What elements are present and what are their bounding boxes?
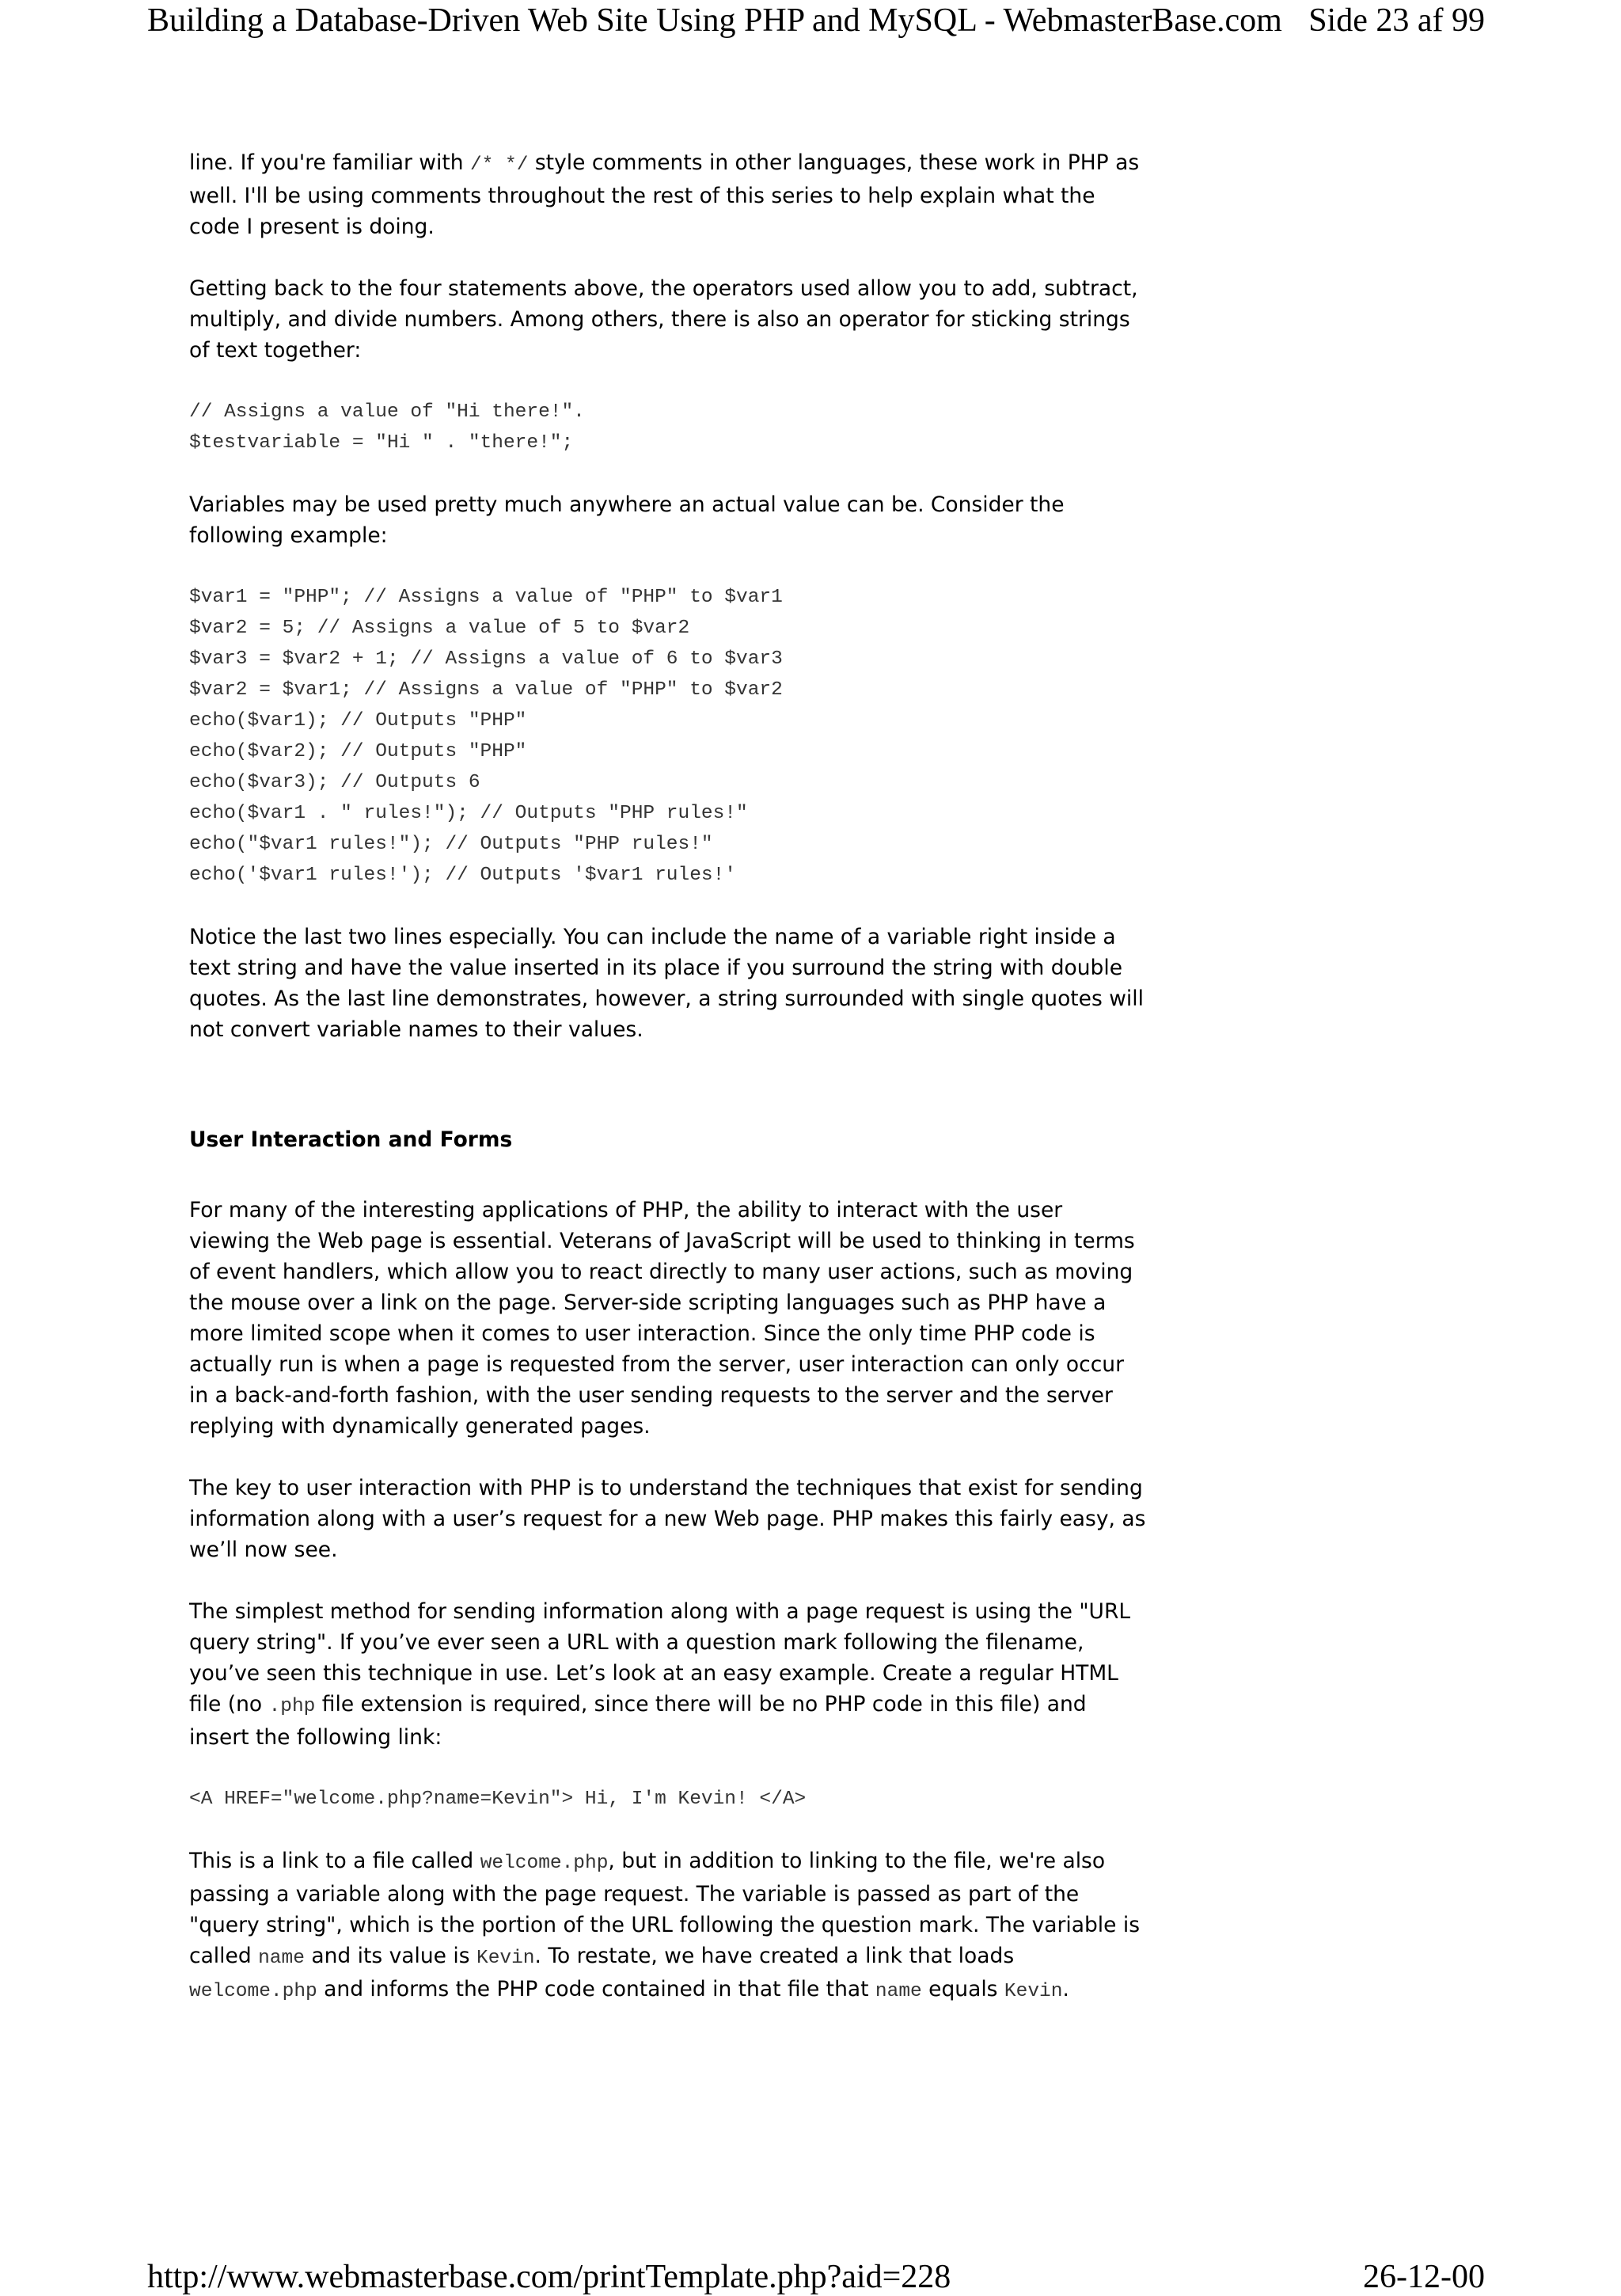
text: and informs the PHP code contained in that file that — [317, 1977, 875, 2001]
page-header-title: Building a Database-Driven Web Site Using PHP and MySQL - WebmasterBase.com — [147, 2, 1282, 39]
code-block-link: <A HREF="welcome.php?name=Kevin"> Hi, I'm Kevin! </A> — [189, 1789, 807, 1810]
code-line: echo($var3); // Outputs 6 — [189, 772, 480, 793]
inline-code: welcome.php — [189, 1981, 317, 2002]
page-number: Side 23 af 99 — [1308, 2, 1485, 39]
inline-code: name — [258, 1948, 305, 1969]
paragraph-variables: Variables may be used pretty much anywhere an actual value can be. Consider the following example: — [189, 492, 1065, 548]
text: style comments in other languages, these work in PHP as well. I'll be using comments throughout the rest of this series to help explain what the code I present is doing. — [189, 150, 1140, 239]
text: equals — [921, 1977, 1004, 2001]
text: , but in addition to linking to the file, we're also passing a variable along with the page request. The variable is passed as part of the "query string", which is the portion of the URL following the question mark. The variable is called — [189, 1849, 1141, 1968]
paragraph-link-explanation — [189, 1846, 1147, 2007]
text: This is a link to a file called — [189, 1849, 480, 1873]
code-line: echo("$var1 rules!"); // Outputs "PHP rules!" — [189, 834, 713, 855]
text: The simplest method for sending information along with a page request is using the "URL query string". If you’ve ever seen a URL with a question mark following the filename, you’ve seen this technique in use. Let’s look at an easy example. Create a regular HTML file (no — [189, 1599, 1131, 1716]
section-heading: User Interaction and Forms — [189, 1127, 513, 1152]
code-block-variables — [189, 582, 1147, 891]
code-line: $var1 = "PHP"; // Assigns a value of "PHP" to $var1 — [189, 587, 783, 608]
code-line: echo($var2); // Outputs "PHP" — [189, 741, 527, 762]
code-line: echo($var1 . " rules!"); // Outputs "PHP rules!" — [189, 803, 748, 824]
code-line: $var2 = 5; // Assigns a value of 5 to $var2 — [189, 618, 690, 639]
text: line. If you're familiar with — [189, 150, 470, 175]
paragraph-comments — [189, 147, 1147, 242]
paragraph-operators: Getting back to the four statements above, the operators used allow you to add, subtract, multiply, and divide numbers. Among others, there is also an operator for sticking strings of text together: — [189, 276, 1138, 363]
code-line: // Assigns a value of "Hi there!". — [189, 401, 585, 423]
text: file extension is required, since there will be no PHP code in this file) and insert the following link: — [189, 1692, 1087, 1750]
inline-code: Kevin — [476, 1948, 535, 1969]
footer-date: 26-12-00 — [1363, 2259, 1485, 2295]
code-line: $testvariable = "Hi " . "there!"; — [189, 432, 574, 454]
paragraph-interaction: For many of the interesting applications of PHP, the ability to interact with the user viewing the Web page is essential. Veterans of JavaScript will be used to thinking in terms of event handlers, which allow you to react directly to many user actions, such as moving the mouse over a link on the page. Server-side scripting languages such as PHP have a more limited scope when it comes to user interaction. Since the only time PHP code is actually run is when a page is requested from the server, user interaction can only occur in a back-and-forth fashion, with the user sending requests to the server and the server replying with dynamically generated pages. — [189, 1198, 1135, 1439]
paragraph-notice: Notice the last two lines especially. You can include the name of a variable right inside a text string and have the value inserted in its place if you surround the string with double quotes. As the last line demonstrates, however, a string surrounded with single quotes will not convert variable names to their values. — [189, 925, 1144, 1042]
text: . — [1062, 1977, 1069, 2001]
footer-url: http://www.webmasterbase.com/printTemplate.php?aid=228 — [147, 2259, 951, 2295]
inline-code: name — [875, 1981, 922, 2002]
code-line: $var3 = $var2 + 1; // Assigns a value of 6 to $var3 — [189, 648, 783, 670]
article-body — [189, 147, 1147, 2007]
paragraph-query-string — [189, 1596, 1147, 1753]
inline-code: .php — [268, 1696, 316, 1717]
code-line: echo('$var1 rules!'); // Outputs '$var1 rules!' — [189, 865, 737, 886]
inline-code: welcome.php — [480, 1853, 609, 1874]
text: . To restate, we have created a link that loads — [534, 1944, 1015, 1968]
code-block-concat — [189, 397, 1147, 458]
inline-code: Kevin — [1004, 1981, 1063, 2002]
text: and its value is — [304, 1944, 476, 1968]
code-line: $var2 = $var1; // Assigns a value of "PHP" to $var2 — [189, 679, 783, 701]
code-line: echo($var1); // Outputs "PHP" — [189, 710, 527, 732]
paragraph-key: The key to user interaction with PHP is to understand the techniques that exist for sending information along with a user’s request for a new Web page. PHP makes this fairly easy, as we’ll now see. — [189, 1476, 1146, 1562]
inline-code: /* */ — [469, 154, 529, 176]
